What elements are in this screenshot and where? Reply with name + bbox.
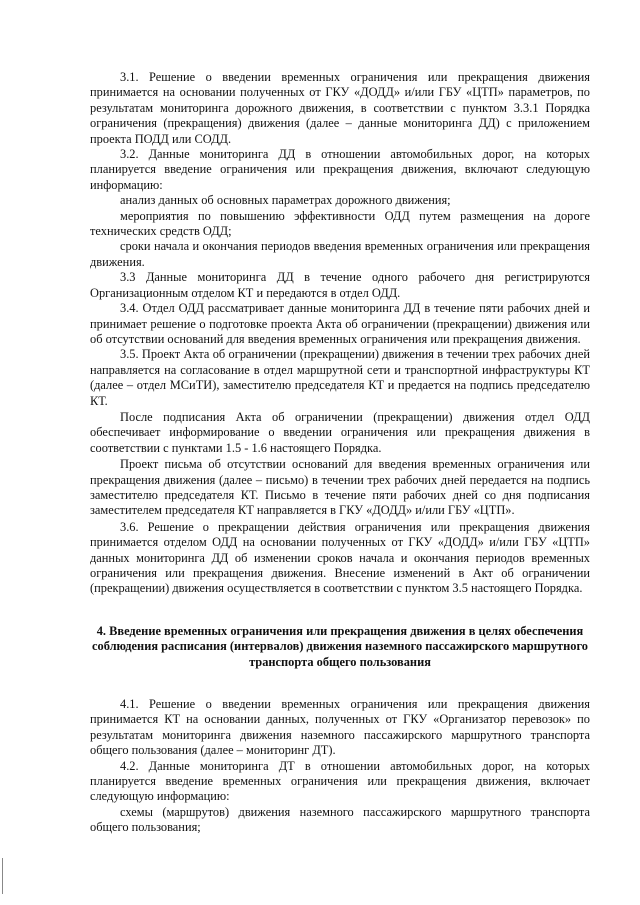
list-item-analysis: анализ данных об основных параметрах дорожного движения; [120,193,451,208]
paragraph-3-6: 3.6. Решение о прекращении действия ограничения или прекращения движения принимается отделом ОДД на основании полученных от ГКУ «ДОДД» и/или ГБУ «ЦТП» данных мониторинга ДД об изменении сроков начала и окончания периодов временных ограничения или прекращения движения. Внесение изменений в Акт об ограничении (прекращении) движения осуществляется в соответствии с пунктом 3.5 настоящего Порядка. [90,519,590,596]
paragraph-4-2: 4.2. Данные мониторинга ДТ в отношении автомобильных дорог, на которых планируется введение временных ограничения или прекращения движения, включает следующую информацию: [90,758,590,804]
section-3-body [90,70,590,597]
paragraph-3-5: 3.5. Проект Акта об ограничении (прекращении) движения в течении трех рабочих дней направляется на согласование в отдел маршрутной сети и транспортной инфраструктуры КТ (далее – отдел МСиТИ), заместителю председателя КТ и предается на подпись председателю КТ. [90,347,590,408]
paragraph-3-3: 3.3 Данные мониторинга ДД в течение одного рабочего дня регистрируются Организационным отделом КТ и передаются в отдел ОДД. [90,270,590,300]
paragraph-4-1: 4.1. Решение о введении временных ограничения или прекращения движения принимается КТ на основании данных, полученных от ГКУ «Организатор перевозок» по результатам мониторинга движения наземного пассажирского маршрутного транспорта общего пользования (далее – мониторинг ДТ). [90,697,590,758]
paragraph-3-4: 3.4. Отдел ОДД рассматривает данные мониторинга ДД в течение пяти рабочих дней и принимает решение о подготовке проекта Акта об ограничении (прекращении) движения или об отсутствии оснований для введения временных ограничения или прекращения движения. [90,301,590,346]
section-4-heading: 4. Введение временных ограничения или прекращения движения в целях обеспечения соблюдения расписания (интервалов) движения наземного пассажирского маршрутного транспорта общего пользования [92,623,588,669]
section-4-body [90,697,590,836]
list-item-terms: сроки начала и окончания периодов введения временных ограничения или прекращения движения. [90,239,590,269]
paragraph-letter-draft: Проект письма об отсутствии оснований для введения временных ограничения или прекращения движения (далее – письмо) в течении трех рабочих дней передается на подпись заместителю председателя КТ. Письмо в течение пяти рабочих дней со дня подписания заместителем председателя КТ направляется в ГКУ «ДОДД» и/или ГБУ «ЦТП». [90,457,590,518]
scan-edge-mark [2,858,3,894]
paragraph-3-1: 3.1. Решение о введении временных ограничения или прекращения движения принимается на основании полученных от ГКУ «ДОДД» и/или ГБУ «ЦТП» параметров, по результатам мониторинга дорожного движения, в соответствии с пунктом 3.3.1 Порядка ограничения (прекращения) движения (далее – данные мониторинга ДД) с приложением проекта ПОДД или СОДД. [90,70,590,146]
paragraph-after-signing: После подписания Акта об ограничении (прекращении) движения отдел ОДД обеспечивает информирование о введении ограничения или прекращения движения в соответствии с пунктами 1.5 - 1.6 настоящего Порядка. [90,409,590,455]
paragraph-3-2: 3.2. Данные мониторинга ДД в отношении автомобильных дорог, на которых планируется введение ограничения или прекращения движения, включают следующую информацию: [90,147,590,192]
list-item-measures: мероприятия по повышению эффективности ОДД путем размещения на дороге технических средств ОДД; [90,208,590,239]
list-item-schemes: схемы (маршрутов) движения наземного пассажирского маршрутного транспорта общего пользования; [90,804,590,835]
